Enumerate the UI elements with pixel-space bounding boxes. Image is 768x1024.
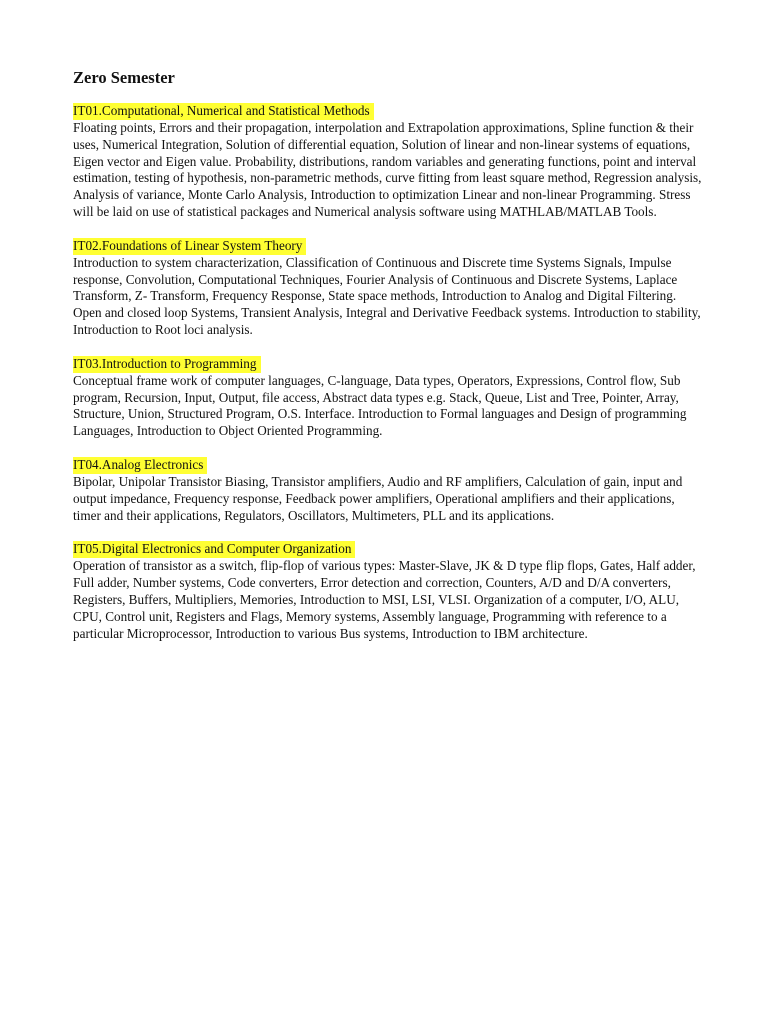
course-section-it01: [73, 102, 703, 221]
course-heading-it01: IT01.Computational, Numerical and Statistical Methods: [73, 103, 374, 120]
course-section-it05: [73, 540, 703, 642]
course-section-it04: [73, 456, 703, 524]
course-heading-it03: IT03.Introduction to Programming: [73, 356, 261, 373]
page-title: Zero Semester: [73, 68, 175, 87]
course-section-it03: [73, 355, 703, 440]
document-page: [73, 68, 703, 658]
course-description-it01: Floating points, Errors and their propagation, interpolation and Extrapolation approximations, Spline function & their uses, Numerical Integration, Solution of differential equation, Solution of linear and non-linear systems of equations, Eigen vector and Eigen value. Probability, distributions, random variables and generating functions, point and interval estimation, testing of hypothesis, non-parametric methods, curve fitting from least square method, Regression analysis, Analysis of variance, Monte Carlo Analysis, Introduction to optimization Linear and non-linear Programming. Stress will be laid on use of statistical packages and Numerical analysis software using MATHLAB/MATLAB Tools.: [73, 120, 702, 219]
course-section-it02: [73, 237, 703, 339]
course-description-it03: Conceptual frame work of computer languages, C-language, Data types, Operators, Expressions, Control flow, Sub program, Recursion, Input, Output, file access, Abstract data types e.g. Stack, Queue, List and Tree, Pointer, Array, Structure, Union, Structured Program, O.S. Interface. Introduction to Formal languages and Design of programming Languages, Introduction to Object Oriented Programming.: [73, 372, 687, 439]
course-description-it04: Bipolar, Unipolar Transistor Biasing, Transistor amplifiers, Audio and RF amplifiers, Calculation of gain, input and output impedance, Frequency response, Feedback power amplifiers, Operational amplifiers and their applications, timer and their applications, Regulators, Oscillators, Multimeters, PLL and its applications.: [73, 473, 683, 523]
course-description-it02: Introduction to system characterization, Classification of Continuous and Discrete time Systems Signals, Impulse response, Convolution, Computational Techniques, Fourier Analysis of Continuous and Discrete Systems, Laplace Transform, Z- Transform, Frequency Response, State space methods, Introduction to Analog and Digital Filtering. Open and closed loop Systems, Transient Analysis, Integral and Derivative Feedback systems. Introduction to stability, Introduction to Root loci analysis.: [73, 254, 701, 337]
course-heading-it02: IT02.Foundations of Linear System Theory: [73, 238, 306, 255]
course-description-it05: Operation of transistor as a switch, flip-flop of various types: Master-Slave, JK & D type flip flops, Gates, Half adder, Full adder, Number systems, Code converters, Error detection and correction, Counters, A/D and D/A converters, Registers, Buffers, Multipliers, Memories, Introduction to MSI, LSI, VLSI. Organization of a computer, I/O, ALU, CPU, Control unit, Registers and Flags, Memory systems, Assembly language, Programming with reference to a particular Microprocessor, Introduction to various Bus systems, Introduction to IBM architecture.: [73, 558, 696, 641]
course-heading-it04: IT04.Analog Electronics: [73, 457, 207, 474]
course-heading-it05: IT05.Digital Electronics and Computer Organization: [73, 541, 355, 558]
